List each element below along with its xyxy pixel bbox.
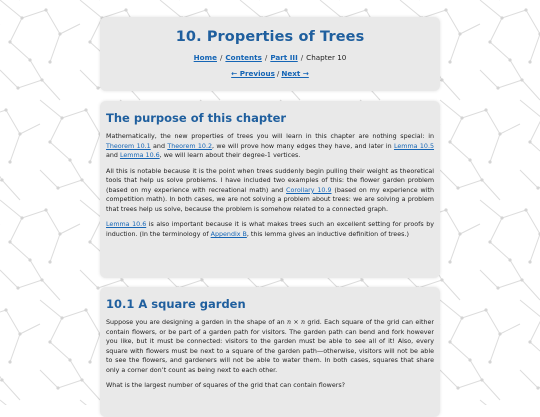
pattern-edge (40, 300, 62, 318)
chapter-nav (100, 69, 440, 78)
pattern-edge (82, 380, 100, 400)
pattern-node (88, 40, 91, 43)
pattern-node (40, 78, 43, 81)
pattern-node (440, 278, 443, 281)
pattern-node (48, 60, 51, 63)
pattern-edge (0, 160, 2, 180)
pattern-node (8, 360, 11, 363)
lemma-10-6-link[interactable]: Lemma 10.6 (106, 221, 147, 229)
pattern-node (508, 58, 511, 61)
pattern-node (520, 278, 523, 281)
pattern-edge (502, 210, 526, 218)
pattern-edge (490, 134, 500, 162)
pattern-edge (440, 170, 458, 188)
pattern-edge (82, 180, 100, 200)
pattern-edge (22, 210, 46, 218)
pattern-node (16, 86, 19, 89)
pattern-node (88, 160, 91, 163)
pattern-node (458, 32, 461, 35)
pattern-node (40, 278, 43, 281)
pattern-node (456, 386, 459, 389)
pattern-node (458, 232, 461, 235)
pattern-edge (526, 210, 540, 234)
pattern-edge (18, 80, 42, 88)
pattern-edge (530, 34, 540, 62)
pattern-node (96, 86, 99, 89)
pattern-node (20, 16, 23, 19)
text-run: Mathematically, the new properties of trees you will learn in this chapter are nothing special: in (106, 133, 434, 140)
pattern-node (364, 8, 367, 11)
paragraph (106, 132, 434, 161)
math-expression: × (291, 319, 301, 326)
pattern-edge (50, 142, 70, 160)
text-run: and (106, 152, 120, 160)
pattern-edge (86, 110, 100, 134)
text-run: All this is notable because it is the point when trees suddenly begin pulling their weight as theoretical tools that help us solve problems. I have included two examples of this: the flower garden problem (based on my experience with recreational math) and (106, 167, 434, 194)
section-heading: The purpose of this chapter (106, 111, 287, 125)
pattern-edge (58, 180, 82, 188)
pattern-edge (520, 370, 538, 388)
theorem-10-1-link[interactable]: Theorem 10.1 (106, 142, 151, 150)
text-run: Suppose you are designing a garden in the shape of an (106, 319, 288, 326)
corollary-10-9-link[interactable]: Corollary 10.9 (286, 186, 332, 194)
pattern-node (204, 8, 207, 11)
pattern-edge (480, 270, 498, 288)
text-run: grid. Each square of the grid can either contain flowers, or be part of a garden path for visitors. The garden path can bend and fork however you like, but it must be connected: visitors to the garden must be able to see all of it! Also, every square with flowers must be next to a square of the garden path—otherwise, visitors will not be able to see the flowers, and gardeners will not be able to water them. In both cases, squares that share only a corner don’t count as being next to each other. (106, 319, 435, 374)
pattern-edge (80, 0, 102, 18)
pattern-edge (62, 110, 86, 118)
pattern-node (18, 132, 21, 135)
text-run: , this lemma gives an inductive definition of trees.) (246, 230, 409, 238)
lemma-10-6-link[interactable]: Lemma 10.6 (119, 152, 160, 160)
pattern-node (500, 216, 503, 219)
pattern-edge (70, 160, 82, 180)
pattern-node (60, 116, 63, 119)
pattern-edge (490, 42, 510, 60)
pattern-edge (80, 400, 102, 405)
pattern-edge (490, 242, 510, 260)
pattern-edge (470, 360, 482, 380)
text-run: (based on my experience with competition math). In both cases, we are not solving a problem about trees: we are solving a problem that trees help us solve, because the problem is somehow related to a connected graph. (106, 186, 434, 213)
text-run: , we will prove how many edges they have, and later in (212, 142, 394, 150)
pattern-node (200, 278, 203, 281)
pattern-edge (498, 280, 522, 288)
pattern-node (8, 240, 11, 243)
text-run: vertices. (271, 152, 301, 160)
pattern-node (56, 386, 59, 389)
pattern-edge (526, 10, 540, 34)
pattern-node (48, 340, 51, 343)
pattern-node (120, 278, 123, 281)
pattern-node (524, 8, 527, 11)
pattern-edge (400, 0, 422, 18)
pattern-edge (10, 42, 30, 60)
pattern-node (4, 108, 7, 111)
pattern-edge (442, 80, 460, 100)
pattern-edge (80, 270, 98, 288)
breadcrumb-separator: / (300, 53, 304, 62)
pattern-node (480, 378, 483, 381)
pattern-node (56, 186, 59, 189)
pattern-edge (530, 118, 540, 142)
paragraph (106, 220, 434, 239)
pattern-edge (480, 400, 502, 405)
pattern-node (488, 360, 491, 363)
pattern-edge (20, 124, 40, 134)
section-square-garden (100, 287, 440, 417)
pattern-edge (10, 334, 20, 362)
pattern-edge (50, 342, 70, 360)
breadcrumb-part-link[interactable]: Part III (270, 53, 298, 62)
pattern-edge (50, 318, 62, 342)
pattern-edge (440, 100, 462, 118)
pattern-node (48, 260, 51, 263)
pattern-edge (470, 160, 482, 180)
breadcrumb (100, 53, 440, 62)
pattern-node (60, 316, 63, 319)
next-link[interactable]: Next → (281, 69, 309, 78)
pattern-edge (450, 34, 460, 62)
pattern-node (508, 258, 511, 261)
pattern-node (460, 116, 463, 119)
pattern-node (68, 358, 71, 361)
pattern-edge (490, 18, 502, 42)
breadcrumb-separator: / (219, 53, 223, 62)
pattern-edge (0, 70, 18, 88)
pattern-edge (80, 200, 102, 218)
theorem-10-2-link[interactable]: Theorem 10.2 (167, 142, 213, 150)
pattern-edge (500, 324, 520, 334)
pattern-node (456, 186, 459, 189)
pattern-node (80, 178, 83, 181)
pattern-edge (458, 380, 482, 388)
pattern-edge (530, 318, 540, 342)
pattern-edge (40, 170, 58, 188)
pattern-node (96, 286, 99, 289)
pattern-node (444, 208, 447, 211)
pattern-node (8, 40, 11, 43)
pattern-edge (42, 280, 60, 300)
pattern-node (528, 340, 531, 343)
pattern-edge (460, 224, 480, 234)
pattern-edge (442, 280, 460, 300)
pattern-node (84, 108, 87, 111)
pattern-node (444, 8, 447, 11)
pattern-edge (58, 380, 82, 388)
pattern-node (460, 316, 463, 319)
pattern-edge (486, 110, 500, 134)
pattern-edge (446, 10, 460, 34)
pattern-edge (498, 80, 522, 88)
section-heading: 10.1 A square garden (106, 297, 246, 311)
breadcrumb-current: Chapter 10 (306, 53, 347, 62)
pattern-edge (240, 0, 262, 18)
pattern-edge (6, 110, 20, 134)
pattern-node (488, 240, 491, 243)
pattern-edge (0, 200, 22, 218)
pattern-node (488, 160, 491, 163)
pattern-edge (50, 34, 60, 62)
pattern-edge (482, 380, 500, 400)
pattern-node (484, 308, 487, 311)
pattern-edge (450, 342, 470, 360)
pattern-node (448, 260, 451, 263)
pattern-edge (480, 200, 502, 218)
pattern-node (528, 60, 531, 63)
pattern-edge (0, 360, 2, 380)
pattern-node (18, 332, 21, 335)
pattern-node (524, 208, 527, 211)
pattern-edge (80, 70, 98, 88)
pattern-node (28, 258, 31, 261)
appendix-b-link[interactable]: Appendix B (210, 230, 247, 238)
pattern-edge (42, 80, 60, 100)
pattern-edge (522, 280, 540, 300)
pattern-node (488, 40, 491, 43)
math-expression: n (300, 319, 306, 326)
pattern-edge (0, 0, 22, 18)
pattern-edge (90, 334, 100, 362)
pattern-edge (458, 180, 482, 188)
math-expression: n (287, 319, 292, 326)
pattern-edge (510, 60, 522, 80)
pattern-edge (90, 134, 100, 162)
pattern-node (58, 32, 61, 35)
pattern-edge (50, 234, 60, 262)
pattern-edge (10, 242, 30, 260)
pattern-edge (22, 10, 46, 18)
pattern-edge (510, 260, 522, 280)
pattern-edge (2, 180, 20, 200)
pattern-edge (60, 24, 80, 34)
pattern-node (20, 216, 23, 219)
pattern-edge (530, 234, 540, 262)
pattern-edge (60, 224, 80, 234)
pattern-node (88, 360, 91, 363)
pattern-edge (450, 142, 470, 160)
pattern-node (448, 60, 451, 63)
pattern-node (484, 108, 487, 111)
pattern-node (58, 232, 61, 235)
pattern-node (496, 286, 499, 289)
pattern-node (68, 158, 71, 161)
pattern-node (448, 340, 451, 343)
pattern-edge (0, 270, 18, 288)
pattern-edge (50, 118, 62, 142)
pattern-node (500, 16, 503, 19)
pattern-edge (450, 234, 460, 262)
pattern-edge (2, 380, 20, 400)
pattern-edge (18, 280, 42, 288)
breadcrumb-home-link[interactable]: Home (193, 53, 217, 62)
pattern-node (44, 8, 47, 11)
pattern-node (284, 8, 287, 11)
nav-separator: / (276, 69, 280, 78)
text-run: , we will learn about their degree- (159, 152, 268, 160)
text-run: and (150, 142, 168, 150)
pattern-node (48, 140, 51, 143)
pattern-edge (460, 24, 480, 34)
pattern-node (496, 86, 499, 89)
pattern-node (88, 240, 91, 243)
page-header (100, 17, 440, 91)
pattern-edge (46, 10, 60, 34)
pattern-edge (520, 100, 540, 118)
pattern-node (536, 186, 539, 189)
pattern-edge (440, 300, 462, 318)
pattern-node (0, 378, 3, 381)
pattern-node (124, 8, 127, 11)
pattern-edge (490, 218, 502, 242)
previous-link[interactable]: ← Previous (231, 69, 275, 78)
pattern-node (498, 332, 501, 335)
pattern-edge (490, 334, 500, 362)
pattern-edge (10, 218, 22, 242)
paragraph (106, 167, 434, 215)
pattern-edge (440, 370, 458, 388)
pattern-node (468, 158, 471, 161)
pattern-edge (40, 100, 62, 118)
pattern-edge (530, 142, 540, 160)
pattern-edge (86, 310, 100, 334)
pattern-edge (520, 300, 540, 318)
pattern-edge (320, 0, 342, 18)
pattern-edge (40, 370, 58, 388)
pattern-node (536, 386, 539, 389)
pattern-node (8, 160, 11, 163)
pattern-edge (486, 310, 500, 334)
pattern-edge (62, 310, 86, 318)
pattern-edge (20, 324, 40, 334)
pattern-edge (446, 210, 460, 234)
math-expression: 1 (267, 152, 272, 160)
pattern-edge (10, 134, 20, 162)
pattern-edge (0, 400, 22, 405)
breadcrumb-contents-link[interactable]: Contents (225, 53, 262, 62)
pattern-node (44, 208, 47, 211)
pattern-edge (520, 170, 538, 188)
pattern-edge (480, 70, 498, 88)
pattern-node (28, 58, 31, 61)
pattern-edge (462, 110, 486, 118)
pattern-edge (522, 80, 540, 100)
section-purpose (100, 101, 440, 278)
pattern-edge (70, 360, 82, 380)
pattern-edge (10, 18, 22, 42)
pattern-node (528, 260, 531, 263)
lemma-10-5-link[interactable]: Lemma 10.5 (393, 142, 435, 150)
pattern-node (468, 358, 471, 361)
pattern-node (448, 140, 451, 143)
page-title: 10. Properties of Trees (175, 29, 365, 45)
pattern-node (440, 78, 443, 81)
pattern-edge (160, 0, 182, 18)
pattern-node (0, 178, 3, 181)
pattern-node (360, 278, 363, 281)
pattern-node (84, 308, 87, 311)
pattern-node (16, 286, 19, 289)
pattern-node (528, 140, 531, 143)
pattern-edge (6, 310, 20, 334)
pattern-edge (450, 318, 462, 342)
pattern-node (498, 132, 501, 135)
pattern-edge (500, 124, 520, 134)
pattern-edge (450, 118, 462, 142)
breadcrumb-separator: / (264, 53, 268, 62)
pattern-edge (30, 60, 42, 80)
pattern-edge (30, 260, 42, 280)
pattern-edge (480, 0, 502, 18)
pattern-node (4, 308, 7, 311)
paragraph (106, 318, 434, 375)
text-run: is also important because it is what makes trees such an excellent setting for proofs by induction. (In the terminology of (106, 221, 434, 238)
pattern-node (280, 278, 283, 281)
pattern-edge (462, 310, 486, 318)
pattern-node (520, 78, 523, 81)
pattern-edge (502, 10, 526, 18)
pattern-edge (46, 210, 60, 234)
pattern-node (80, 378, 83, 381)
paragraph: What is the largest number of squares of the grid that can contain flowers? (106, 382, 346, 390)
pattern-node (480, 178, 483, 181)
pattern-edge (482, 180, 500, 200)
pattern-edge (530, 342, 540, 360)
